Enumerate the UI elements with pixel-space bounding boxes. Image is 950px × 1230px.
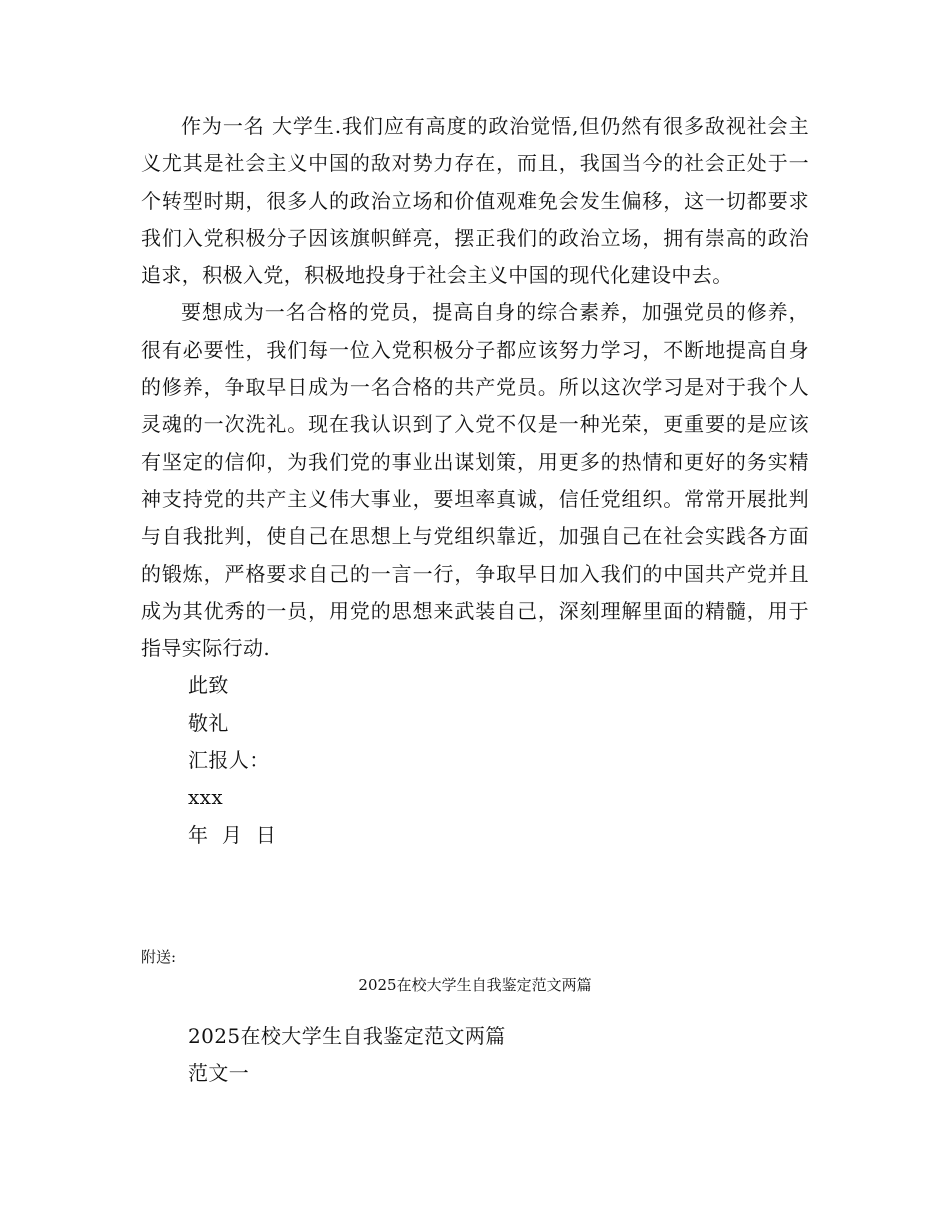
paragraph-1: 作为一名 大学生.我们应有高度的政治觉悟,但仍然有很多敌视社会主义尤其是社会主义中国的敌对势力存在，而且，我国当今的社会正处于一个转型时期，很多人的政治立场和价值观难免会发生偏移，这一切都要求我们入党积极分子因该旗帜鲜亮，摆正我们的政治立场，拥有崇高的政治追求，积极入党，积极地投身于社会主义中国的现代化建设中去。 [141, 114, 809, 288]
body-text [141, 108, 809, 854]
sample-label: 范文一 [188, 1061, 250, 1086]
reporter-label: 汇报人： [188, 748, 270, 773]
attachment-small-title: 2025在校大学生自我鉴定范文两篇 [358, 976, 592, 994]
paragraph-2: 要想成为一名合格的党员，提高自身的综合素养，加强党员的修养，很有必要性，我们每一位入党积极分子都应该努力学习，不断地提高自身的修养，争取早日成为一名合格的共产党员。所以这次学习是对于我个人灵魂的一次洗礼。现在我认识到了入党不仅是一种光荣，更重要的是应该有坚定的信仰，为我们党的事业出谋划策，用更多的热情和更好的务实精神支持党的共产主义伟大事业，要坦率真诚，信任党组织。常常开展批判与自我批判，使自己在思想上与党组织靠近，加强自己在社会实践各方面的锻炼，严格要求自己的一言一行，争取早日加入我们的中国共产党并且成为其优秀的一员，用党的思想来武装自己，深刻理解里面的精髓，用于指导实际行动. [141, 300, 809, 661]
closing-regards: 敬礼 [188, 710, 229, 735]
attachment-title: 2025在校大学生自我鉴定范文两篇 [188, 1024, 506, 1048]
closing-salutation: 此致 [188, 673, 229, 698]
reporter-name: xxx [188, 785, 224, 810]
date-line: 年 月 日 [188, 822, 277, 847]
attachment-section [188, 1018, 506, 1093]
attachment-label: 附送: [141, 948, 177, 966]
